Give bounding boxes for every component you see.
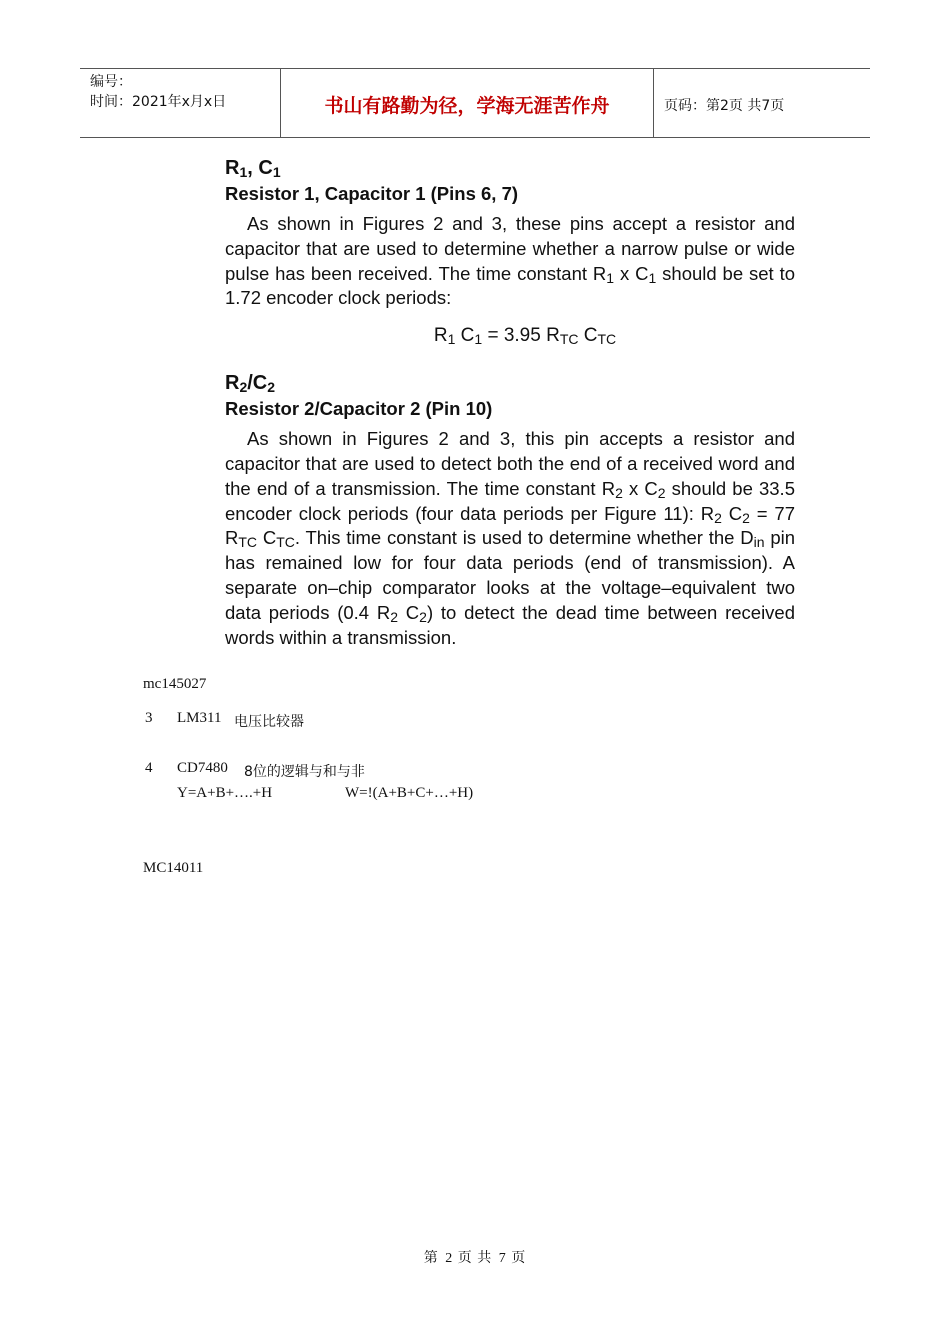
serial-label: 编号： <box>90 74 132 90</box>
footer-prefix: 第 <box>423 1251 439 1266</box>
item-4-part: CD7480 <box>177 760 228 776</box>
r2c2-section <box>225 371 795 650</box>
time-label: 时间：2021年x月x日 <box>90 94 227 110</box>
r2c2-symbol: $R_2/C_2$ <box>225 372 276 396</box>
item-3-description: 电压比较器 <box>234 714 304 730</box>
r1c1-symbol: $R_1$, $C_1$ <box>225 157 281 180</box>
datasheet-excerpt <box>225 156 795 650</box>
r1c1-paragraph: As shown in Figures 2 and 3, these pins accept a resistor and capacitor that are used to determine whether a narrow pulse or wide pulse has been received. The time constant $R_1$ x $C_1$ should be set to 1.72 encoder clock periods: <box>225 213 796 309</box>
r2c2-paragraph: As shown in Figures 2 and 3, this pin accepts a resistor and capacitor that are used to detect both the end of a received word and the end of a transmission. The time constant $R_2$ x $C_2$ should be 33.5 encoder clock periods (four data periods per Figure 11): $R_2$ $C_2 = 77$ $R_{TC}$ $C_{TC}$. This time constant is used to determine whether the $D_{in}$ pin has remained low for four data periods (end of transmission). A separate on–chip comparator looks at the voltage–equivalent two data periods (0.4 $R_2$ $C_2$) to detect the dead time between received words within a transmission. <box>225 428 796 648</box>
motto: 书山有路勤为径，学海无涯苦作舟 <box>324 95 610 117</box>
page-footer <box>0 1247 950 1267</box>
header-table <box>80 68 870 138</box>
formula-w: W=!(A+B+C+…+H) <box>345 785 474 801</box>
r1c1-heading: Resistor 1, Capacitor 1 (Pins 6, 7) <box>225 183 519 204</box>
part-name-mc14011: MC14011 <box>143 860 204 876</box>
r2c2-heading: Resistor 2/Capacitor 2 (Pin 10) <box>225 398 493 420</box>
footer-middle: 页 共 <box>457 1251 493 1266</box>
item-3-number: 3 <box>145 710 153 726</box>
footer-total-pages: 7 <box>498 1251 507 1266</box>
item-4-number: 4 <box>145 760 153 776</box>
item-3-part: LM311 <box>177 710 222 726</box>
page-label: 页码：第2页 共7页 <box>664 98 785 114</box>
header-motto-cell <box>281 69 654 137</box>
footer-suffix: 页 <box>511 1251 527 1266</box>
item-4-description: 8位的逻辑与和与非 <box>244 764 365 780</box>
part-name-mc145027: mc145027 <box>143 676 207 692</box>
header-meta-cell <box>80 69 281 137</box>
footer-page-number: 2 <box>445 1251 454 1266</box>
formula-y: Y=A+B+….+H <box>177 785 273 801</box>
r1c1-equation: $R_1$ $C_1 = 3.95$ $R_{TC}$ $C_{TC}$ <box>433 325 617 348</box>
header-page-cell <box>654 69 870 137</box>
